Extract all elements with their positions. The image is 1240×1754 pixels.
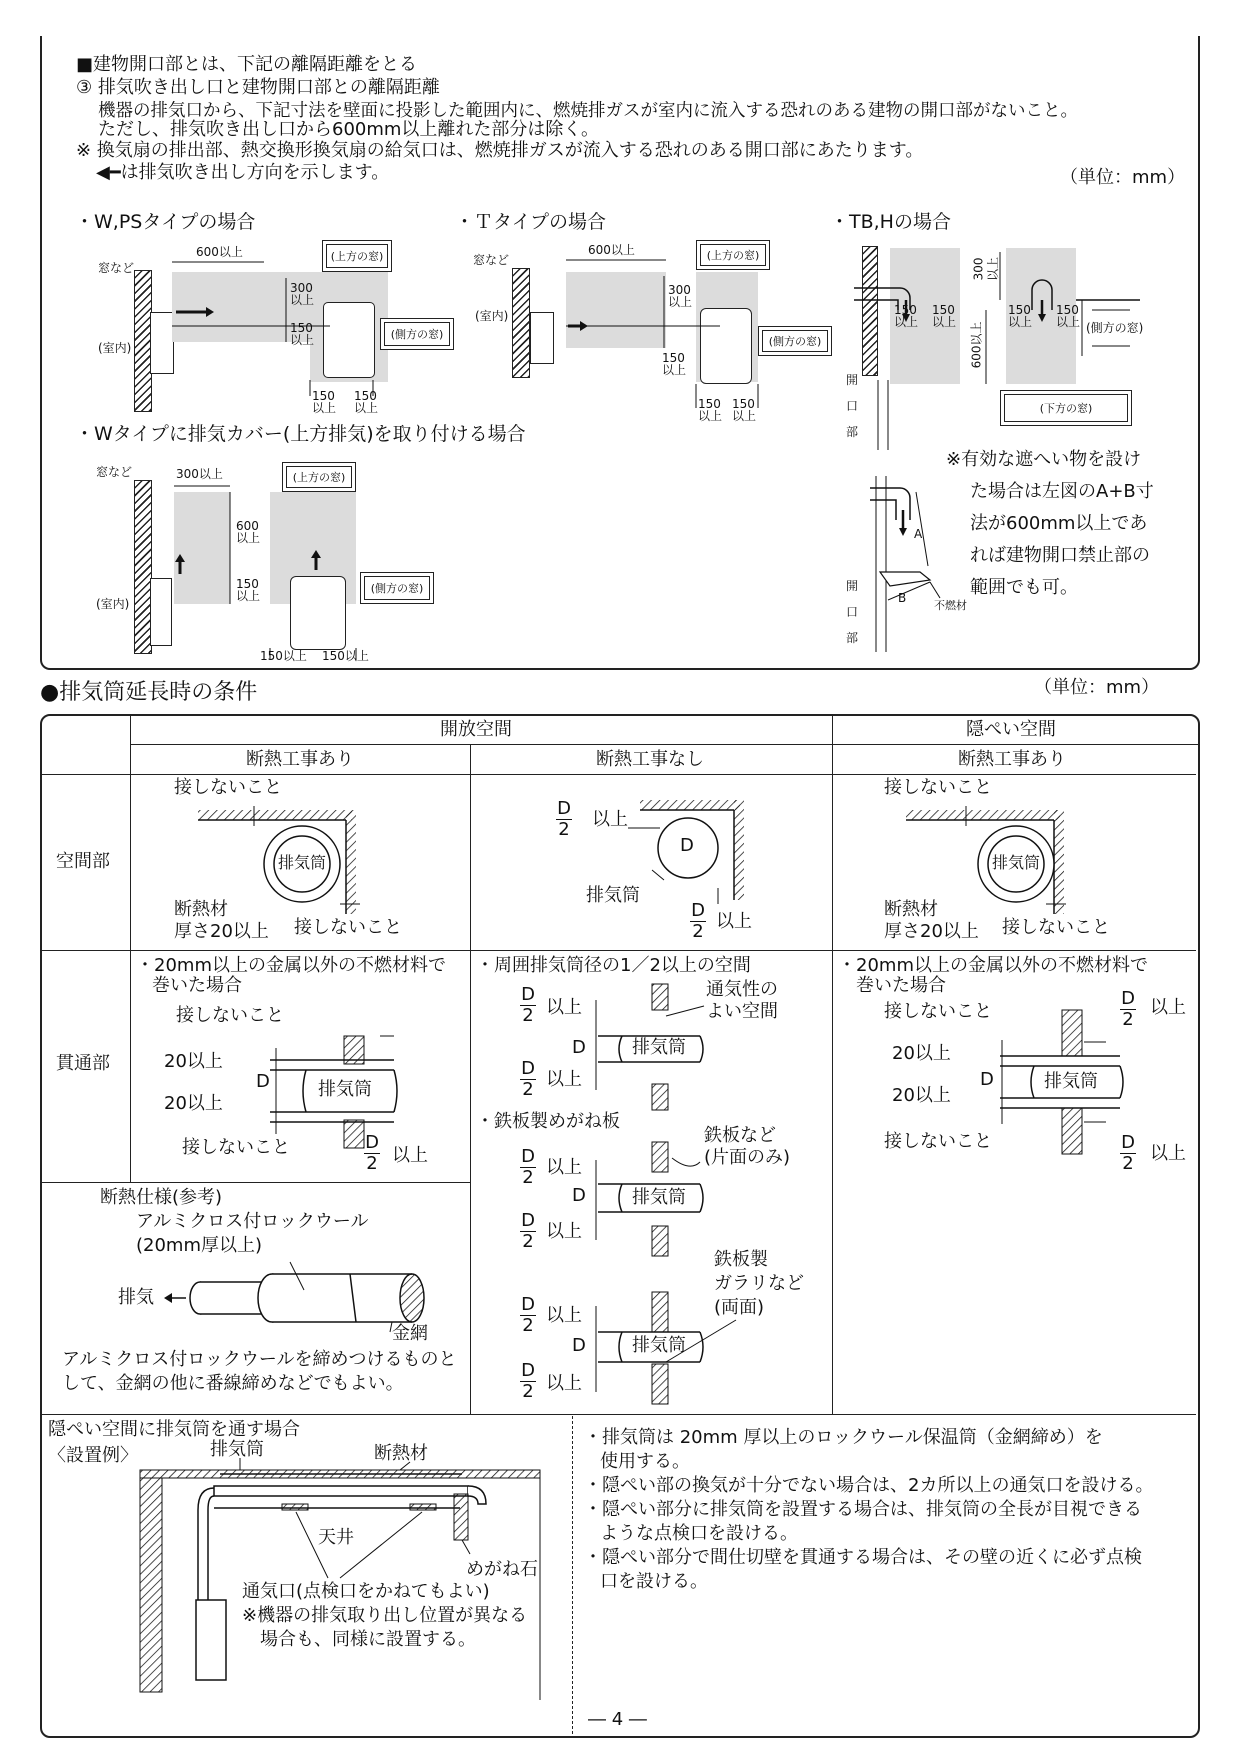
- tbh-opening5: 口: [846, 605, 859, 619]
- row-label-space: 空間部: [56, 851, 110, 872]
- tbh-side-window: (側方の窓): [1086, 321, 1144, 335]
- tbh-opening6: 部: [846, 631, 859, 645]
- through-c2-frac5: D 2: [521, 1294, 535, 1336]
- intro-line2: ③ 排気吹き出し口と建物開口部との離隔距離: [76, 77, 440, 98]
- through-c2-note1: 通気性の: [706, 979, 778, 1000]
- header-col2: 断熱工事なし: [596, 749, 704, 770]
- header-col3: 断熱工事あり: [958, 749, 1066, 770]
- through-c1-top: 接しないこと: [176, 1005, 284, 1026]
- hidden-vent3: 場合も、同様に設置する。: [260, 1629, 476, 1650]
- tbh-opening3: 部: [846, 425, 859, 439]
- space-c2-ijo: 以上: [592, 809, 628, 830]
- hidden-b1b: 使用する。: [600, 1451, 690, 1472]
- section2-unit: （単位：mm）: [1034, 677, 1160, 698]
- through-c2-note6: ガラリなど: [714, 1273, 804, 1294]
- insulation-exhaust: 排気: [118, 1287, 154, 1308]
- through-c3-bottom: 接しないこと: [884, 1131, 992, 1152]
- through-c1-20b: 20以上: [164, 1093, 223, 1114]
- hidden-example: 〈設置例〉: [48, 1445, 138, 1466]
- tbh-note2: た場合は左図のA+B寸: [970, 481, 1154, 502]
- through-c2-title: ・周囲排気筒径の1／2以上の空間: [476, 955, 751, 976]
- t-dim150: 150: [662, 351, 685, 365]
- t-dim150b: 以上: [662, 363, 687, 377]
- through-c2-note4: (片面のみ): [704, 1147, 791, 1168]
- wps-dim150b: 以上: [290, 333, 315, 347]
- wcover-madonado: 窓など: [96, 465, 133, 479]
- through-c2-d3: D: [572, 1335, 586, 1356]
- wps-bot150c: 150: [354, 389, 377, 403]
- through-c1-bottom: 接しないこと: [182, 1137, 290, 1158]
- tbh-r150d: 以上: [1056, 315, 1081, 329]
- hidden-pipe: 排気筒: [210, 1439, 264, 1460]
- wps-upper-window: (上方の窓): [322, 240, 392, 272]
- tbh-d600: 600以上: [969, 321, 984, 369]
- through-c3-top: 接しないこと: [884, 1001, 992, 1022]
- t-upper-window: (上方の窓): [696, 240, 770, 270]
- through-c1-20a: 20以上: [164, 1051, 223, 1072]
- space-c3-pipe: 排気筒: [992, 853, 1041, 872]
- wps-side-window: (側方の窓): [380, 318, 454, 350]
- t-shitsunai: (室内): [475, 309, 509, 323]
- t-bot150b: 以上: [698, 409, 723, 423]
- through-c2-note7: (両面): [714, 1297, 765, 1318]
- through-c1-d: D: [256, 1071, 270, 1092]
- tbh-note5: 範囲でも可。: [970, 577, 1078, 598]
- wcover-dim300: 300以上: [176, 467, 223, 481]
- tbh-note4: れば建物開口禁止部の: [970, 545, 1150, 566]
- space-c2-frac: D 2: [557, 798, 571, 840]
- through-c1-frac: D 2: [365, 1132, 379, 1174]
- through-c2-frac2: D 2: [521, 1058, 535, 1100]
- space-c3-mat1: 断熱材: [884, 899, 938, 920]
- header-hidden-space: 隠ぺい空間: [966, 719, 1056, 740]
- through-c2-d2: D: [572, 1185, 586, 1206]
- space-c2-ijo2: 以上: [716, 911, 752, 932]
- tbh-opening2: 口: [846, 399, 859, 413]
- tbh-r150a: 150: [932, 303, 955, 317]
- t-side-window: (側方の窓): [758, 326, 832, 356]
- through-c3-d: D: [980, 1069, 994, 1090]
- tbh-l150a: 150: [894, 303, 917, 317]
- through-c2-note2: よい空間: [706, 1001, 778, 1022]
- through-c3-20a: 20以上: [892, 1043, 951, 1064]
- intro-line3: 機器の排気口から、下記寸法を壁面に投影した範囲内に、燃焼排ガスが室内に流入する恐れのある建物の開口部がないこと。: [98, 101, 1078, 121]
- through-c2-ijo4: 以上: [546, 1221, 582, 1242]
- through-c1-title2: 巻いた場合: [152, 975, 242, 996]
- through-c2-pipe1: 排気筒: [632, 1037, 686, 1058]
- hidden-b4: ・隠ぺい部分で間仕切壁を貫通する場合は、その壁の近くに必ず点検: [584, 1547, 1142, 1568]
- insulation-note1: アルミクロス付ロックウールを締めつけるものと: [62, 1349, 457, 1370]
- wcover-shitsunai: (室内): [96, 597, 130, 611]
- wcover-dim600b: 以上: [236, 531, 261, 545]
- t-madonado: 窓など: [473, 253, 510, 267]
- through-c2-ijo5: 以上: [546, 1305, 582, 1326]
- tbh-labelA: A: [914, 527, 923, 541]
- through-c2-pipe2: 排気筒: [632, 1187, 686, 1208]
- hidden-vent1: 通気口(点検口をかねてもよい): [242, 1581, 490, 1602]
- intro-line5: ※ 換気扇の排出部、熱交換形換気扇の給気口は、燃焼排ガスが流入する恐れのある開口部にあたります。: [76, 140, 924, 161]
- wcover-dim150: 150: [236, 577, 259, 591]
- through-c2-note3: 鉄板など: [704, 1125, 776, 1146]
- through-c3-20b: 20以上: [892, 1085, 951, 1106]
- space-c1-mat1: 断熱材: [174, 899, 228, 920]
- wps-madonado: 窓など: [98, 261, 135, 275]
- through-c3-ijo1: 以上: [1150, 997, 1186, 1018]
- wcover-bot1: 150以上: [260, 649, 307, 663]
- through-c3-frac2: D 2: [1121, 1132, 1135, 1174]
- tbh-opening1: 開: [846, 373, 859, 387]
- space-c1-bottom: 接しないこと: [294, 917, 402, 938]
- hidden-b4b: 口を設ける。: [600, 1571, 708, 1592]
- wcover-side-window: (側方の窓): [360, 572, 434, 604]
- tbh-d300: 300: [971, 257, 986, 281]
- through-c2-frac1: D 2: [521, 984, 535, 1026]
- wps-bot150a: 150: [312, 389, 335, 403]
- intro-line6: ◀━は排気吹き出し方向を示します。: [96, 162, 390, 183]
- space-c2-pipe: 排気筒: [586, 885, 640, 906]
- insulation-note2: して、金網の他に番線締めなどでもよい。: [62, 1373, 404, 1394]
- hidden-b3: ・隠ぺい部分に排気筒を設置する場合は、排気筒の全長が目視できる: [584, 1499, 1142, 1520]
- through-c2-d1: D: [572, 1037, 586, 1058]
- section2-title: ●排気筒延長時の条件: [40, 680, 258, 705]
- space-c1-top: 接しないこと: [174, 777, 282, 798]
- through-c3-title2: 巻いた場合: [856, 975, 946, 996]
- t-dim300: 300: [668, 283, 691, 297]
- tbh-opening4: 開: [846, 579, 859, 593]
- wps-bot150b: 以上: [312, 401, 337, 415]
- wps-dim300b: 以上: [290, 293, 315, 307]
- insulation-l1: アルミクロス付ロックウール: [136, 1211, 369, 1232]
- insulation-title: 断熱仕様(参考): [100, 1187, 223, 1208]
- through-c1-pipe: 排気筒: [318, 1079, 372, 1100]
- through-c3-frac1: D 2: [1121, 988, 1135, 1030]
- header-col1: 断熱工事あり: [246, 749, 354, 770]
- page-number: ― 4 ―: [588, 1709, 647, 1730]
- tbh-title: ・TB,Hの場合: [830, 211, 951, 233]
- t-dim300b: 以上: [668, 295, 693, 309]
- through-c2-ijo1: 以上: [546, 997, 582, 1018]
- tbh-l150d: 以上: [1008, 315, 1033, 329]
- hidden-b1: ・排気筒は 20mm 厚以上のロックウール保温筒（金網締め）を: [584, 1427, 1103, 1448]
- space-c3-top: 接しないこと: [884, 777, 992, 798]
- hidden-vent2: ※機器の排気取り出し位置が異なる: [242, 1605, 528, 1626]
- wps-bot150d: 以上: [354, 401, 379, 415]
- tbh-labelB: B: [898, 591, 907, 605]
- through-c3-title1: ・20mm以上の金属以外の不燃材料で: [838, 955, 1148, 976]
- wps-title: ・W,PSタイプの場合: [75, 211, 256, 233]
- tbh-r150c: 150: [1056, 303, 1079, 317]
- intro-line1: ■建物開口部とは、下記の離隔距離をとる: [76, 54, 418, 75]
- header-open-space: 開放空間: [440, 719, 512, 740]
- through-c2-pipe3: 排気筒: [632, 1335, 686, 1356]
- space-c2-circle: D: [680, 835, 694, 856]
- wcover-bot2: 150以上: [322, 649, 369, 663]
- hidden-b2: ・隠ぺい部の換気が十分でない場合は、2カ所以上の通気口を設ける。: [584, 1475, 1154, 1496]
- through-c2-note5: 鉄板製: [714, 1249, 768, 1270]
- tbh-l150b: 以上: [894, 315, 919, 329]
- intro-line4: ただし、排気吹き出し口から600mm以上離れた部分は除く。: [98, 119, 600, 140]
- row-label-through: 貫通部: [56, 1053, 110, 1074]
- hidden-meganeishi: めがね石: [466, 1559, 538, 1580]
- through-c2-frac3: D 2: [521, 1146, 535, 1188]
- t-bot150d: 以上: [732, 409, 757, 423]
- through-c3-ijo2: 以上: [1150, 1143, 1186, 1164]
- t-title: ・Ｔタイプの場合: [455, 211, 607, 233]
- t-dim600: 600以上: [588, 243, 635, 257]
- t-bot150c: 150: [732, 397, 755, 411]
- hidden-title: 隠ぺい空間に排気筒を通す場合: [48, 1419, 300, 1440]
- through-c2-title2: ・鉄板製めがね板: [476, 1111, 620, 1132]
- through-c1-title1: ・20mm以上の金属以外の不燃材料で: [136, 955, 446, 976]
- wcover-dim150b: 以上: [236, 589, 261, 603]
- wcover-dim600: 600: [236, 519, 259, 533]
- hidden-insul: 断熱材: [374, 1443, 428, 1464]
- through-c3-pipe: 排気筒: [1044, 1071, 1098, 1092]
- space-c1-mat2: 厚さ20以上: [174, 921, 269, 942]
- tbh-note3: 法が600mm以上であ: [970, 513, 1148, 534]
- insulation-mesh: 金網: [392, 1323, 428, 1344]
- through-c2-ijo2: 以上: [546, 1069, 582, 1090]
- through-c2-ijo3: 以上: [546, 1157, 582, 1178]
- wps-dim600: 600以上: [196, 245, 243, 259]
- t-bot150a: 150: [698, 397, 721, 411]
- wcover-upper-window: (上方の窓): [282, 462, 356, 492]
- through-c2-frac6: D 2: [521, 1360, 535, 1402]
- space-c2-frac2: D 2: [691, 900, 705, 942]
- tbh-lower-window: (下方の窓): [1000, 390, 1132, 426]
- through-c1-ijo: 以上: [392, 1145, 428, 1166]
- hidden-b3b: ような点検口を設ける。: [600, 1523, 798, 1544]
- space-c3-bottom: 接しないこと: [1002, 917, 1110, 938]
- insulation-l2: (20mm厚以上): [136, 1235, 263, 1256]
- through-c2-frac4: D 2: [521, 1210, 535, 1252]
- tbh-r150b: 以上: [932, 315, 957, 329]
- tbh-funenzai: 不燃材: [934, 599, 967, 612]
- intro-unit: （単位：mm）: [1060, 167, 1186, 188]
- wcover-title: ・Wタイプに排気カバー(上方排気)を取り付ける場合: [75, 423, 526, 445]
- hidden-ceiling: 天井: [318, 1527, 354, 1548]
- tbh-note1: ※有効な遮へい物を設け: [946, 449, 1142, 470]
- tbh-l150c: 150: [1008, 303, 1031, 317]
- space-c3-mat2: 厚さ20以上: [884, 921, 979, 942]
- through-c2-ijo6: 以上: [546, 1373, 582, 1394]
- space-c1-pipe: 排気筒: [278, 853, 327, 872]
- wps-dim150: 150: [290, 321, 313, 335]
- wps-dim300: 300: [290, 281, 313, 295]
- wps-shitsunai: (室内): [98, 341, 132, 355]
- tbh-d300b: 以上: [986, 256, 1001, 281]
